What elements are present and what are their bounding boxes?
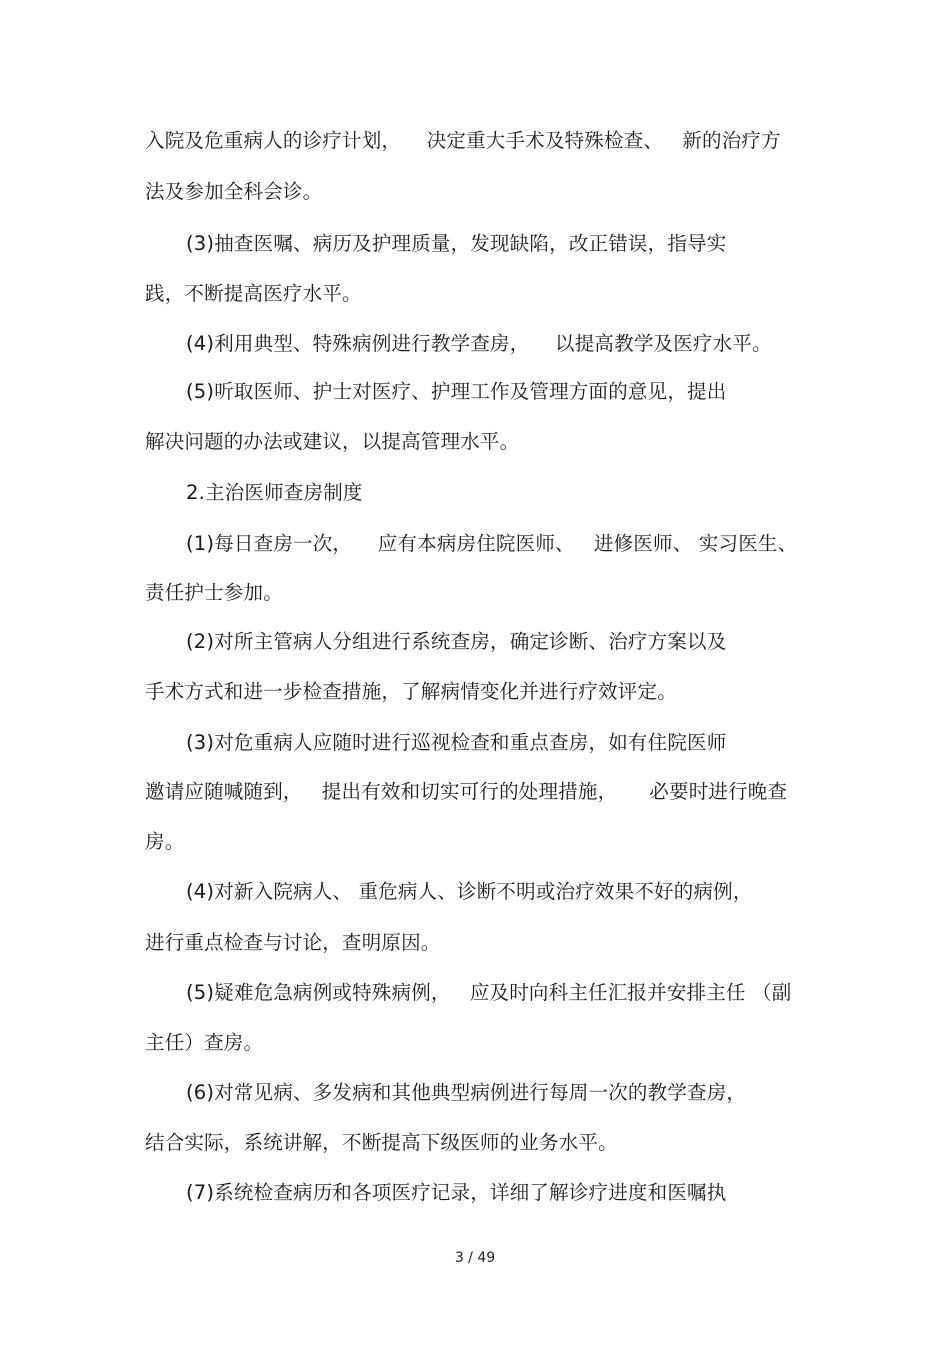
text-line: 入院及危重病人的诊疗计划， 决定重大手术及特殊检查、 新的治疗方: [145, 129, 781, 152]
text-line: 法及参加全科会诊。: [145, 180, 323, 203]
text-line: 践，不断提高医疗水平。: [145, 282, 362, 305]
section-heading: 2.主治医师查房制度: [186, 481, 363, 504]
text-line: 结合实际，系统讲解，不断提高下级医师的业务水平。: [145, 1131, 618, 1154]
page-number: 3 / 49: [454, 1250, 496, 1266]
text-line: 解决问题的办法或建议，以提高管理水平。: [145, 430, 520, 453]
text-line: 进行重点检查与讨论，查明原因。: [145, 931, 441, 954]
text-line: 房。: [145, 830, 185, 853]
text-line: 责任护士参加。: [145, 581, 283, 604]
text-line: 主任）查房。: [145, 1031, 264, 1054]
text-line: 邀请应随喊随到， 提出有效和切实可行的处理措施， 必要时进行晚查: [145, 780, 788, 803]
text-line: (6)对常见病、多发病和其他典型病例进行每周一次的教学查房，: [186, 1081, 747, 1104]
text-line: (3)对危重病人应随时进行巡视检查和重点查房，如有住院医师: [186, 731, 727, 754]
text-line: (2)对所主管病人分组进行系统查房，确定诊断、治疗方案以及: [186, 630, 727, 653]
text-line: (5)疑难危急病例或特殊病例， 应及时向科主任汇报并安排主任 （副: [186, 981, 792, 1004]
text-line: 手术方式和进一步检查措施，了解病情变化并进行疗效评定。: [145, 680, 677, 703]
text-line: (3)抽查医嘱、病历及护理质量，发现缺陷，改正错误，指导实: [186, 232, 727, 255]
text-line: (5)听取医师、护士对医疗、护理工作及管理方面的意见，提出: [186, 380, 727, 403]
text-line: (4)利用典型、特殊病例进行教学查房， 以提高教学及医疗水平。: [186, 332, 772, 355]
text-line: (7)系统检查病历和各项医疗记录，详细了解诊疗进度和医嘱执: [186, 1181, 727, 1204]
text-line: (1)每日查房一次， 应有本病房住院医师、 进修医师、 实习医生、: [186, 532, 798, 555]
text-line: (4)对新入院病人、 重危病人、诊断不明或治疗效果不好的病例，: [186, 880, 753, 903]
